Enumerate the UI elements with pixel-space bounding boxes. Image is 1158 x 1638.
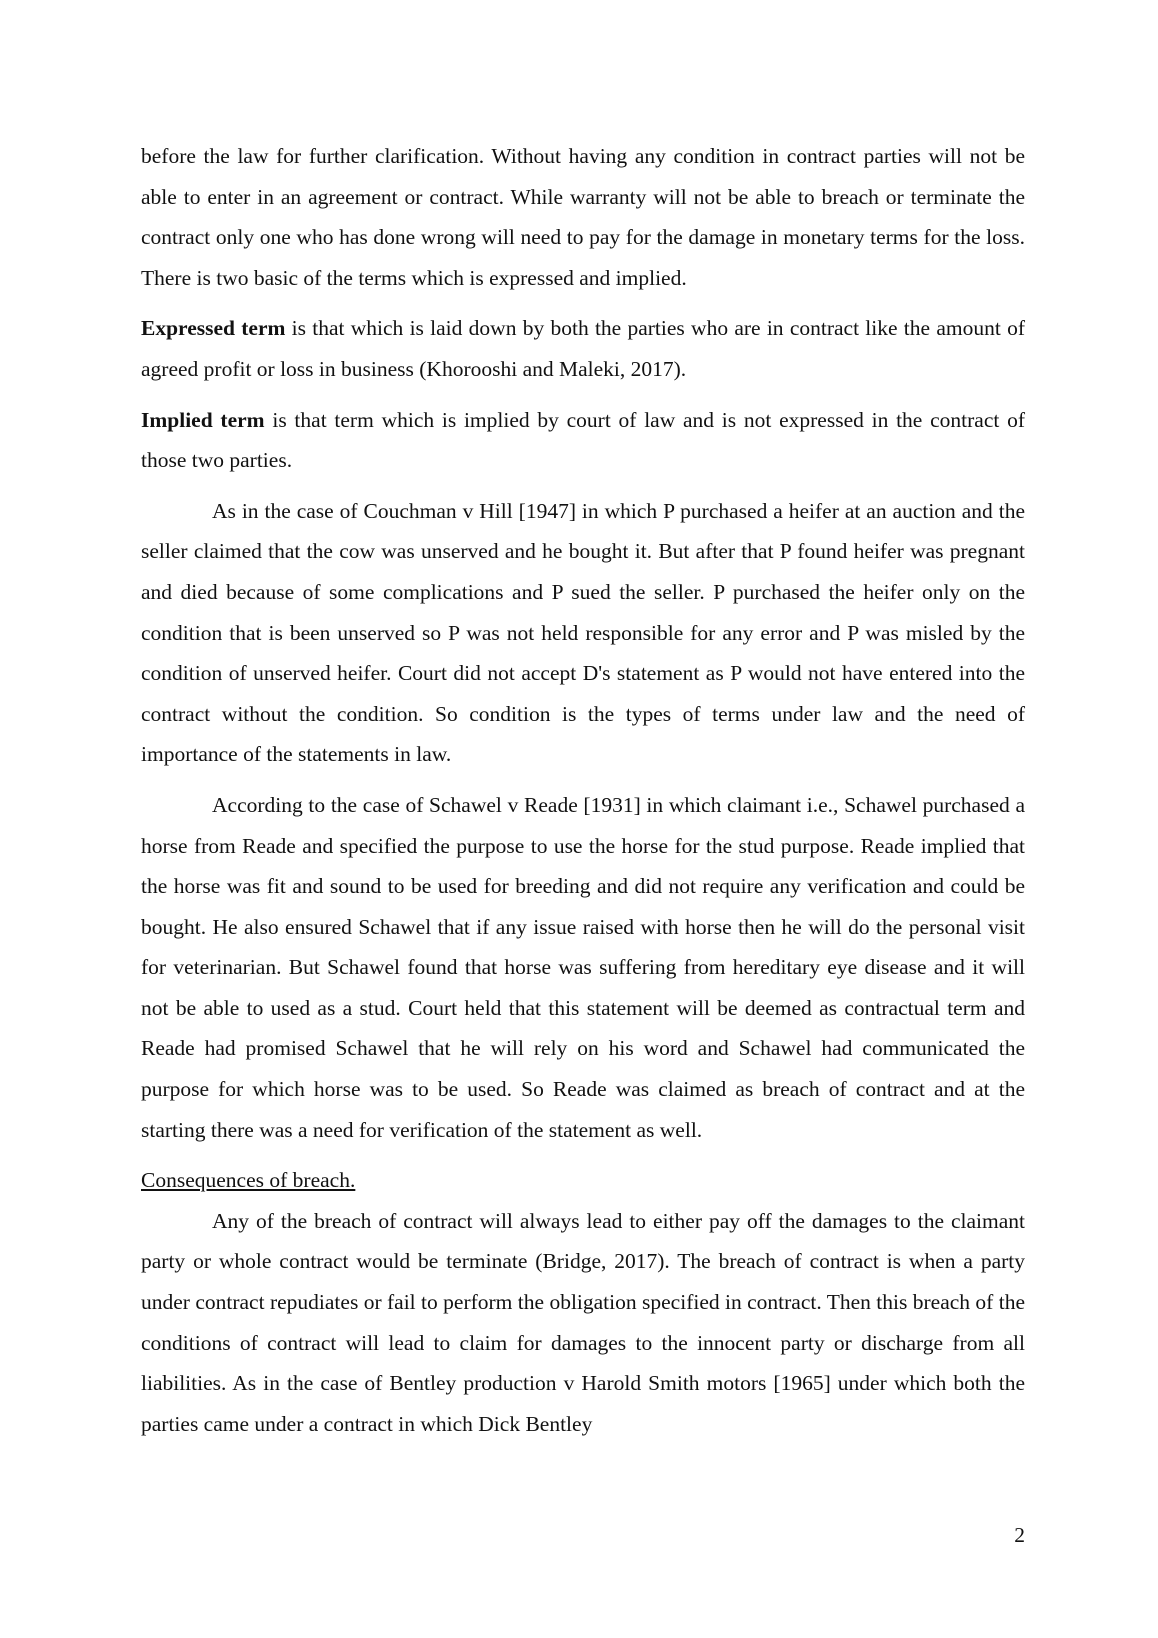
paragraph-expressed-term [141, 308, 1025, 389]
paragraph-couchman-v-hill: As in the case of Couchman v Hill [1947] in which P purchased a heifer at an auction and the seller claimed that the cow was unserved and he bought it. But after that P found heifer was pregnant and died because of some complications and P sued the seller. P purchased the heifer only on the condition that is been unserved so P was not held responsible for any error and P was misled by the condition of unserved heifer. Court did not accept D's statement as P would not have entered into the contract without the condition. So condition is the types of terms under law and the need of importance of the statements in law. [141, 498, 1025, 767]
implied-term-text: is that term which is implied by court of law and is not expressed in the contract of those two parties. [141, 407, 1025, 473]
page-number: 2 [1014, 1523, 1025, 1547]
expressed-term-text: is that which is laid down by both the parties who are in contract like the amount of agreed profit or loss in business (Khorooshi and Maleki, 2017). [141, 316, 1025, 381]
expressed-term-label: Expressed term [141, 316, 286, 341]
document-page [141, 136, 1025, 1454]
paragraph-condition-warranty: before the law for further clarification. Without having any condition in contract parties will not be able to enter in an agreement or contract. While warranty will not be able to breach or terminate the contract only one who has done wrong will need to pay for the damage in monetary terms for the loss. There is two basic of the terms which is expressed and implied. [141, 144, 1025, 290]
section-heading-consequences: Consequences of breach. [141, 1168, 356, 1193]
paragraph-schawel-v-reade: According to the case of Schawel v Reade [1931] in which claimant i.e., Schawel purchased a horse from Reade and specified the purpose to use the horse for the stud purpose. Reade implied that the horse was fit and sound to be used for breeding and did not require any verification and could be bought. He also ensured Schawel that if any issue raised with horse then he will do the personal visit for veterinarian. But Schawel found that horse was suffering from hereditary eye disease and it will not be able to used as a stud. Court held that this statement will be deemed as contractual term and Reade had promised Schawel that he will rely on his word and Schawel had communicated the purpose for which horse was to be used. So Reade was claimed as breach of contract and at the starting there was a need for verification of the statement as well. [141, 792, 1025, 1142]
implied-term-label: Implied term [141, 407, 265, 432]
paragraph-consequences-of-breach: Any of the breach of contract will always lead to either pay off the damages to the claimant party or whole contract would be terminate (Bridge, 2017). The breach of contract is when a party under contract repudiates or fail to perform the obligation specified in contract. Then this breach of the conditions of contract will lead to claim for damages to the innocent party or discharge from all liabilities. As in the case of Bentley production v Harold Smith motors [1965] under which both the parties came under a contract in which Dick Bentley [141, 1208, 1025, 1436]
paragraph-implied-term [141, 400, 1025, 481]
